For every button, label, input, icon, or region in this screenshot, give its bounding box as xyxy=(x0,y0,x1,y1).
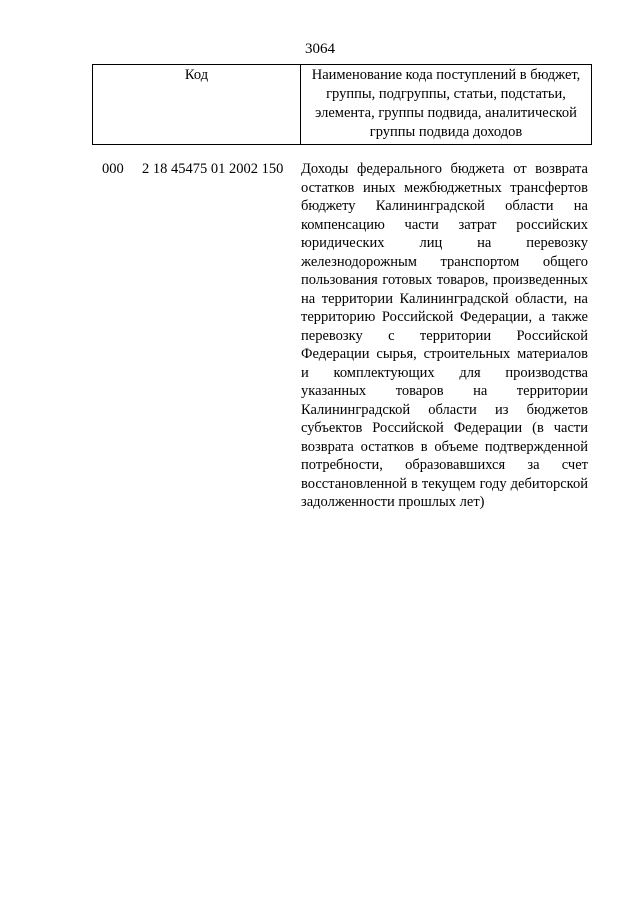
column-header-code: Код xyxy=(93,65,301,145)
income-description: Доходы федерального бюджета от возврата остатков иных межбюджетных трансфертов бюджету Калининградской области на компенсацию части затрат российских юридических лиц на перевозку железнодорожным транспортом общего пользования готовых товаров, произведенных на территории Калининградской области, на территорию Российской Федерации, а также перевозку с территории Российской Федерации сырья, строительных материалов и комплектующих для производства указанных товаров на территории Калининградской области из бюджетов субъектов Российской Федерации (в части возврата остатков в объеме подтвержденной потребности, образовавшихся за счет восстановленной в текущем году дебиторской задолженности прошлых лет) xyxy=(301,161,588,510)
column-header-name: Наименование кода поступлений в бюджет, группы, подгруппы, статьи, подстатьи, элемента, группы подвида, аналитической группы подвида доходов xyxy=(301,65,592,145)
income-code: 2 18 45475 01 2002 150 xyxy=(142,161,284,177)
table-header xyxy=(92,64,592,145)
table-header-row xyxy=(93,65,592,145)
admin-code: 000 xyxy=(102,161,124,177)
page-number: 3064 xyxy=(305,41,335,57)
